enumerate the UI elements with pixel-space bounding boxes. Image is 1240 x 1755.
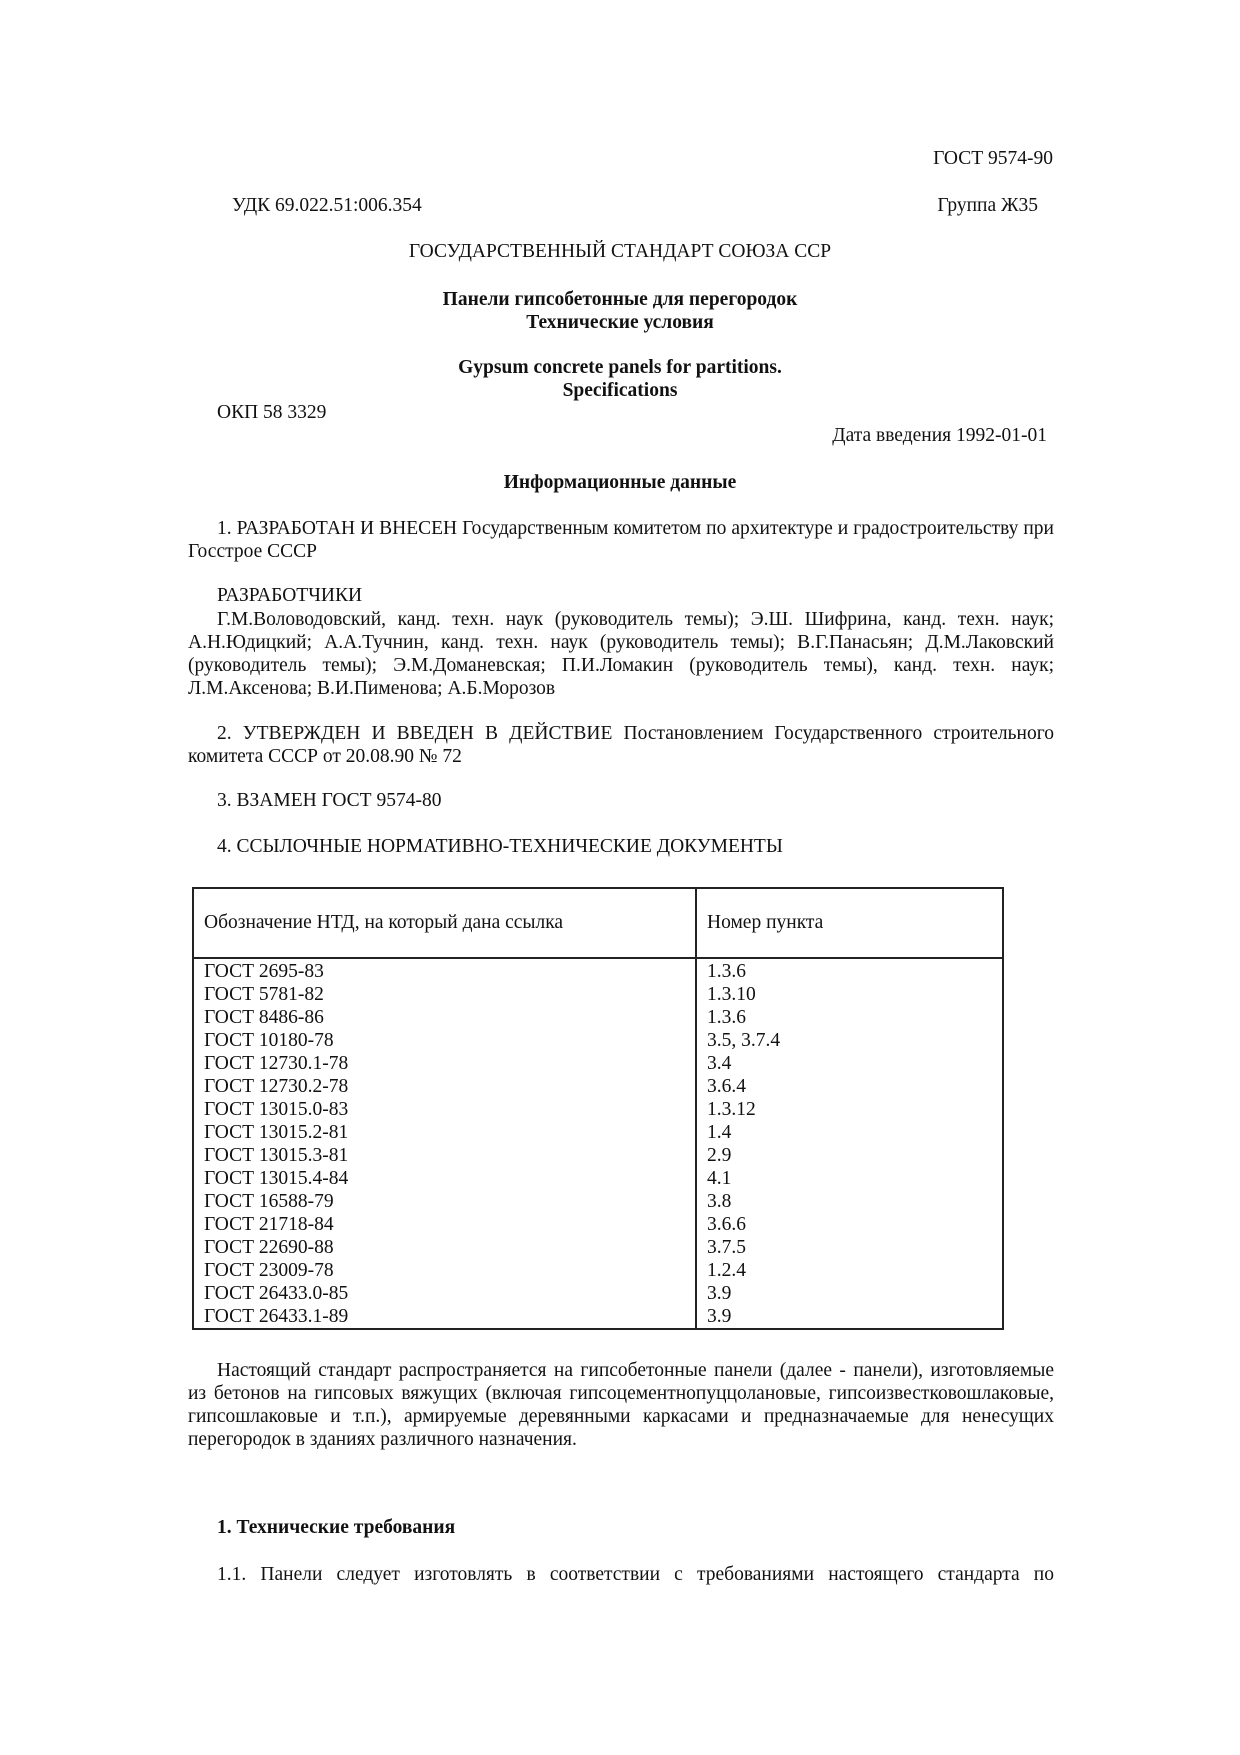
table-row xyxy=(193,1190,1003,1213)
clause-cell: 3.6.4 xyxy=(696,1075,1003,1098)
clause-cell: 3.9 xyxy=(696,1305,1003,1329)
table-row xyxy=(193,1029,1003,1052)
document-cell: ГОСТ 21718-84 xyxy=(193,1213,696,1236)
clause-cell: 1.3.6 xyxy=(696,958,1003,983)
table-row xyxy=(193,1282,1003,1305)
clause-cell: 3.9 xyxy=(696,1282,1003,1305)
title-ru-line2: Технические условия xyxy=(526,312,714,333)
info-heading: Информационные данные xyxy=(503,472,737,493)
table-row xyxy=(193,983,1003,1006)
title-ru xyxy=(0,288,1240,334)
clause-cell: 3.4 xyxy=(696,1052,1003,1075)
table-row xyxy=(193,1098,1003,1121)
clause-cell: 3.7.5 xyxy=(696,1236,1003,1259)
info-item-approved: 2. УТВЕРЖДЕН И ВВЕДЕН В ДЕЙСТВИЕ Постановлением Государственного строительного комитета СССР от 20.08.90 № 72 xyxy=(188,723,1054,767)
table-row xyxy=(193,1213,1003,1236)
references-table xyxy=(192,887,1004,1330)
developers-label: РАЗРАБОТЧИКИ xyxy=(217,585,363,606)
info-item-replaces: 3. ВЗАМЕН ГОСТ 9574-80 xyxy=(217,790,442,811)
column-header-document: Обозначение НТД, на который дана ссылка xyxy=(193,888,696,958)
developers-list: Г.М.Воловодовский, канд. техн. наук (руководитель темы); Э.Ш. Шифрина, канд. техн. наук; А.Н.Юдицкий; А.А.Тучнин, канд. техн. наук (руководитель темы); В.Г.Панасьян; Д.М.Лаковский (руководитель темы); Э.М.Доманевская; П.И.Ломакин (руководитель темы), канд. техн. наук; Л.М.Аксенова; В.И.Пименова; А.Б.Морозов xyxy=(188,609,1054,699)
document-cell: ГОСТ 13015.3-81 xyxy=(193,1144,696,1167)
clause-cell: 1.3.12 xyxy=(696,1098,1003,1121)
table-row xyxy=(193,1144,1003,1167)
document-cell: ГОСТ 13015.2-81 xyxy=(193,1121,696,1144)
document-cell: ГОСТ 22690-88 xyxy=(193,1236,696,1259)
title-ru-line1: Панели гипсобетонные для перегородок xyxy=(442,289,798,310)
column-header-clause: Номер пункта xyxy=(696,888,1003,958)
clause-cell: 1.4 xyxy=(696,1121,1003,1144)
title-en-line2: Specifications xyxy=(562,380,678,401)
document-cell: ГОСТ 8486-86 xyxy=(193,1006,696,1029)
section-heading-technical-requirements: 1. Технические требования xyxy=(217,1517,456,1538)
info-item-developed: 1. РАЗРАБОТАН И ВНЕСЕН Государственным комитетом по архитектуре и градостроительству при Госстрое СССР xyxy=(188,518,1054,562)
clause-cell: 4.1 xyxy=(696,1167,1003,1190)
document-cell: ГОСТ 26433.1-89 xyxy=(193,1305,696,1329)
clause-cell: 1.3.10 xyxy=(696,983,1003,1006)
document-cell: ГОСТ 12730.1-78 xyxy=(193,1052,696,1075)
table-row xyxy=(193,1259,1003,1282)
table-row xyxy=(193,1006,1003,1029)
title-en xyxy=(0,356,1240,402)
okp-code: ОКП 58 3329 xyxy=(217,402,327,423)
clause-1-1: 1.1. Панели следует изготовлять в соответствии с требованиями настоящего стандарта по xyxy=(217,1564,1054,1585)
document-cell: ГОСТ 26433.0-85 xyxy=(193,1282,696,1305)
document-cell: ГОСТ 13015.4-84 xyxy=(193,1167,696,1190)
table-row xyxy=(193,1121,1003,1144)
table-row xyxy=(193,1236,1003,1259)
table-header-row xyxy=(193,888,1003,958)
clause-cell: 3.8 xyxy=(696,1190,1003,1213)
document-cell: ГОСТ 12730.2-78 xyxy=(193,1075,696,1098)
table-row xyxy=(193,1075,1003,1098)
group-code: Группа Ж35 xyxy=(937,195,1038,216)
clause-cell: 2.9 xyxy=(696,1144,1003,1167)
clause-cell: 3.6.6 xyxy=(696,1213,1003,1236)
document-cell: ГОСТ 13015.0-83 xyxy=(193,1098,696,1121)
document-cell: ГОСТ 2695-83 xyxy=(193,958,696,983)
table-row xyxy=(193,1052,1003,1075)
udk-code: УДК 69.022.51:006.354 xyxy=(232,195,422,216)
org-title: ГОСУДАРСТВЕННЫЙ СТАНДАРТ СОЮЗА ССР xyxy=(408,241,832,262)
document-cell: ГОСТ 16588-79 xyxy=(193,1190,696,1213)
clause-cell: 1.3.6 xyxy=(696,1006,1003,1029)
clause-cell: 3.5, 3.7.4 xyxy=(696,1029,1003,1052)
clause-cell: 1.2.4 xyxy=(696,1259,1003,1282)
scope-paragraph: Настоящий стандарт распространяется на гипсобетонные панели (далее - панели), изготовляемые из бетонов на гипсовых вяжущих (включая гипсоцементнопуццолановые, гипсоизвестковошлаковые, гипсошлаковые и т.п.), армируемые деревянными каркасами и предназначаемые для ненесущих перегородок в зданиях различного назначения. xyxy=(188,1360,1054,1450)
standard-code: ГОСТ 9574-90 xyxy=(933,148,1053,169)
table-row xyxy=(193,1167,1003,1190)
title-en-line1: Gypsum concrete panels for partitions. xyxy=(458,357,782,378)
info-item-references: 4. ССЫЛОЧНЫЕ НОРМАТИВНО-ТЕХНИЧЕСКИЕ ДОКУМЕНТЫ xyxy=(217,836,783,857)
table-row xyxy=(193,958,1003,983)
document-cell: ГОСТ 23009-78 xyxy=(193,1259,696,1282)
document-cell: ГОСТ 10180-78 xyxy=(193,1029,696,1052)
document-cell: ГОСТ 5781-82 xyxy=(193,983,696,1006)
table-row xyxy=(193,1305,1003,1329)
date-introduced: Дата введения 1992-01-01 xyxy=(832,425,1047,446)
